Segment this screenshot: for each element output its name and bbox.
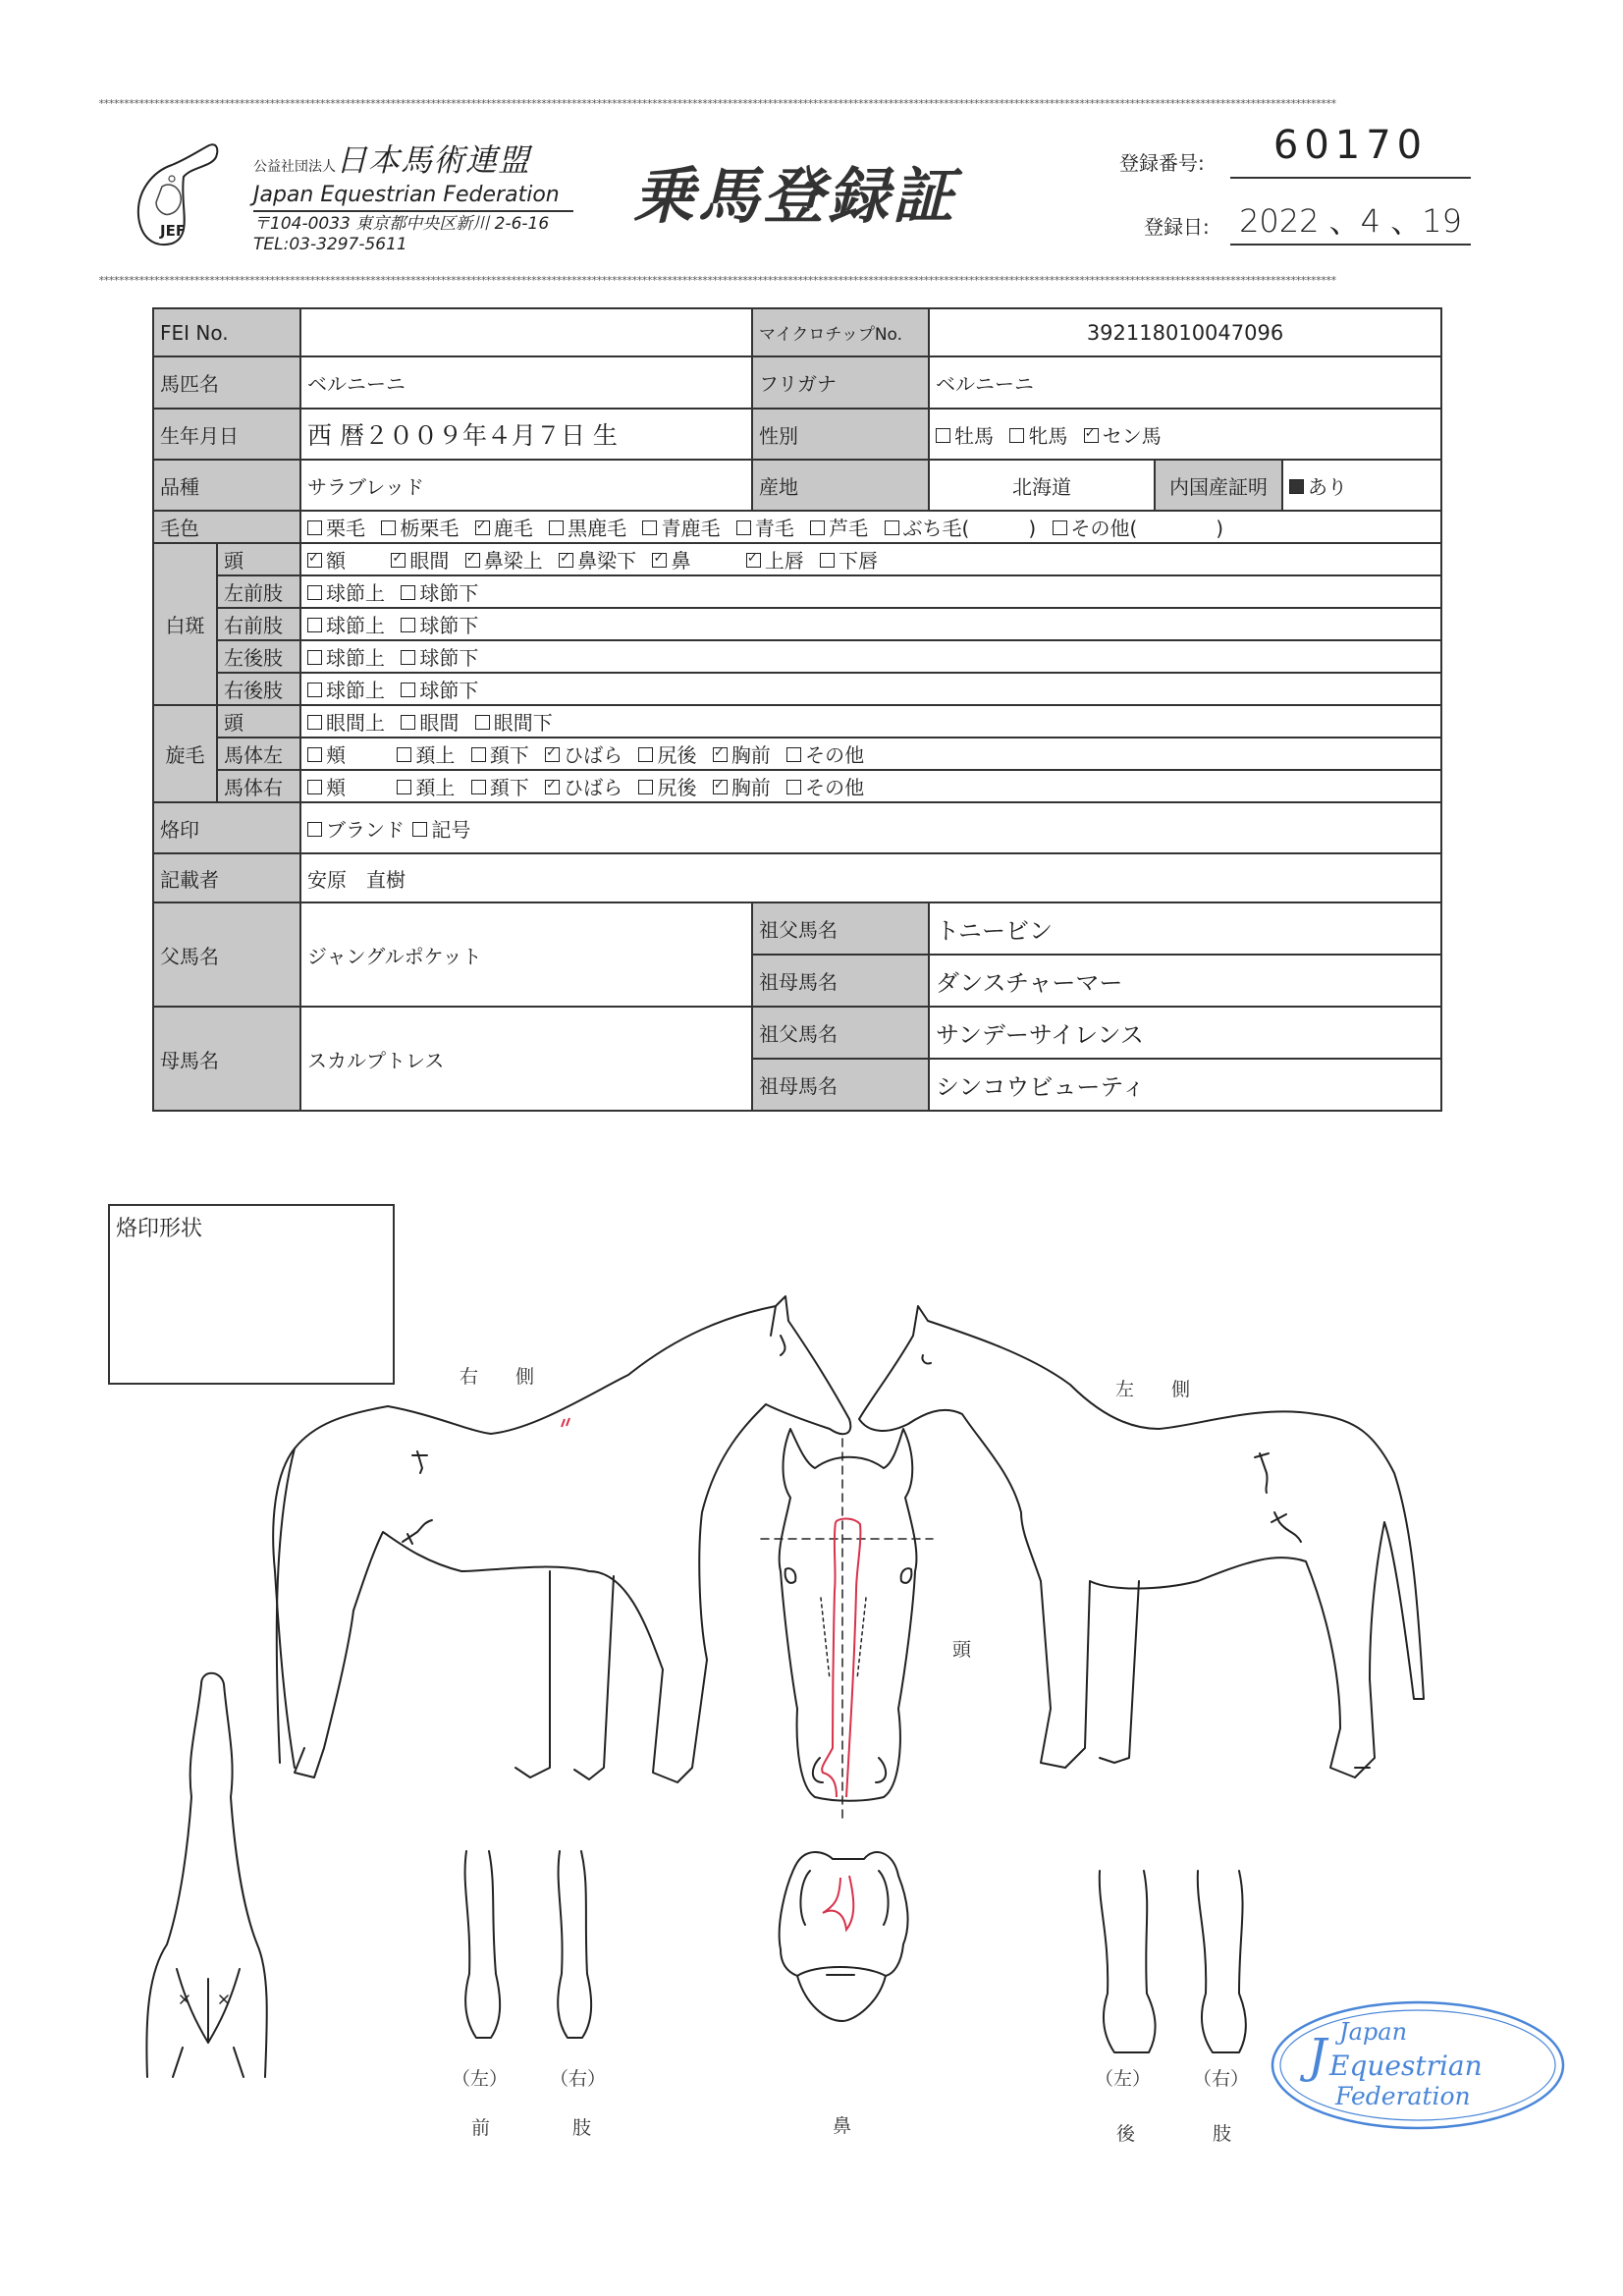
dam-grandsire-label: 祖父馬名	[752, 1007, 929, 1059]
coat-option[interactable]: 芦毛	[810, 513, 868, 541]
org-tel: TEL:03-3297-5611	[253, 235, 407, 254]
whorl-option[interactable]: その他	[786, 739, 864, 768]
white-markings-label: 白斑	[153, 543, 217, 705]
marking-option[interactable]: 球節上	[307, 610, 385, 638]
sex-label: 性別	[752, 409, 929, 460]
marking-option[interactable]: ✓ 鼻	[652, 545, 690, 574]
coat-label: 毛色	[153, 511, 300, 543]
whorls-label: 旋毛	[153, 705, 217, 802]
dam-granddam-label: 祖母馬名	[752, 1059, 929, 1111]
org-prefix: 公益社団法人	[253, 159, 336, 175]
white-marking-part: 右後肢	[217, 673, 300, 705]
fore-right-label: （右）	[550, 2068, 607, 2090]
domestic-cert-label: 内国産証明	[1155, 460, 1282, 511]
microchip-value: 392118010047096	[929, 308, 1441, 356]
sire-granddam-value: ダンスチャーマー	[929, 955, 1441, 1007]
sire-value: ジャングルポケット	[300, 902, 752, 1007]
sex-option-mare[interactable]: 牝馬	[1009, 420, 1067, 449]
sire-granddam-label: 祖母馬名	[752, 955, 929, 1007]
sire-grandsire-label: 祖父馬名	[752, 902, 929, 955]
whorl-option[interactable]: 頬	[307, 772, 346, 800]
domestic-cert-value[interactable]: あり	[1282, 460, 1441, 511]
marking-option[interactable]: ✓ 額	[307, 545, 346, 574]
whorl-option[interactable]: ✓ ひばら	[545, 772, 622, 800]
brand-label: 烙印	[153, 802, 300, 853]
coat-option[interactable]: その他( )	[1053, 513, 1224, 541]
coat-option[interactable]: 栗毛	[307, 513, 365, 541]
dam-grandsire-value: サンデーサイレンス	[929, 1007, 1441, 1059]
whorl-option[interactable]: 尻後	[638, 772, 696, 800]
svg-text:JEF: JEF	[160, 222, 187, 240]
registration-number: 60170	[1230, 123, 1471, 179]
whorl-option[interactable]: 頚上	[397, 739, 455, 768]
hind-label-1: 後	[1116, 2123, 1136, 2145]
hind-right-label: （右）	[1193, 2068, 1250, 2090]
coat-option[interactable]: 栃栗毛	[381, 513, 459, 541]
registration-date: 2022 、4 、19	[1230, 196, 1471, 246]
breed-value: サラブレッド	[300, 460, 752, 511]
furigana-label: フリガナ	[752, 356, 929, 409]
registration-date-label: 登録日:	[1144, 215, 1210, 239]
whorl-option[interactable]: 頬	[307, 739, 346, 768]
whorl-option[interactable]: ✓ 胸前	[713, 739, 771, 768]
marking-option[interactable]: 球節上	[307, 577, 385, 606]
whorl-option[interactable]: 頚上	[397, 772, 455, 800]
brand-option[interactable]: ブランド	[307, 814, 405, 843]
coat-option[interactable]: 黒鹿毛	[549, 513, 626, 541]
microchip-label: マイクロチップNo.	[752, 308, 929, 356]
recorder-value: 安原 直樹	[300, 853, 1441, 902]
head-label: 頭	[952, 1639, 972, 1661]
whorl-option[interactable]: 頚下	[471, 739, 529, 768]
fore-label-1: 前	[471, 2117, 491, 2139]
svg-text:J: J	[1308, 2029, 1327, 2084]
marking-option[interactable]: 球節下	[401, 577, 478, 606]
whorl-option[interactable]: ✓ 胸前	[713, 772, 771, 800]
whorl-part: 頭	[217, 705, 300, 738]
marking-option[interactable]: 球節下	[401, 642, 478, 671]
dam-value: スカルプトレス	[300, 1007, 752, 1111]
brand-shape-label: 烙印形状	[116, 1217, 203, 1241]
fore-label-2: 肢	[572, 2117, 592, 2139]
marking-option[interactable]: 球節下	[401, 675, 478, 703]
sex-option-gelding[interactable]: ✓ セン馬	[1084, 420, 1162, 449]
white-marking-part: 左後肢	[217, 640, 300, 673]
nose-label: 鼻	[833, 2115, 852, 2137]
origin-label: 産地	[752, 460, 929, 511]
marking-option[interactable]: ✓ 上唇	[746, 545, 804, 574]
furigana-value: ベルニーニ	[929, 356, 1441, 409]
top-border-asterisks: ******************************************************************************************************************************************************************************************************************************************************	[98, 98, 1336, 110]
whorl-part: 馬体左	[217, 738, 300, 770]
org-address: 〒104-0033 東京都中央区新川 2-6-16	[253, 214, 550, 234]
marking-option[interactable]: 下唇	[820, 545, 878, 574]
left-side-label: 左 側	[1115, 1379, 1191, 1400]
coat-option[interactable]: ✓ 鹿毛	[475, 513, 533, 541]
marking-option[interactable]: 球節上	[307, 642, 385, 671]
header-divider-asterisks: ******************************************************************************************************************************************************************************************************************************************************	[98, 275, 1336, 287]
whorl-option[interactable]: 頚下	[471, 772, 529, 800]
white-marking-part: 左前肢	[217, 575, 300, 608]
marking-option[interactable]: ✓ 鼻梁上	[465, 545, 543, 574]
whorl-part: 馬体右	[217, 770, 300, 802]
whorl-option[interactable]: その他	[786, 772, 864, 800]
hind-left-label: （左）	[1095, 2068, 1152, 2090]
whorl-option[interactable]: ✓ ひばら	[545, 739, 622, 768]
white-marking-part: 右前肢	[217, 608, 300, 640]
svg-text:Equestrian: Equestrian	[1329, 2050, 1483, 2082]
dam-label: 母馬名	[153, 1007, 300, 1111]
coat-option[interactable]: 青毛	[736, 513, 794, 541]
org-name-en: Japan Equestrian Federation	[253, 183, 560, 207]
fore-left-label: （左）	[452, 2068, 509, 2090]
breed-label: 品種	[153, 460, 300, 511]
whorl-option[interactable]: 眼間	[401, 707, 459, 736]
marking-option[interactable]: 球節上	[307, 675, 385, 703]
svg-text:Federation: Federation	[1335, 2082, 1471, 2110]
marking-option[interactable]: ✓ 鼻梁下	[559, 545, 636, 574]
fei-no-label: FEI No.	[153, 308, 300, 356]
sex-option-stallion[interactable]: 牡馬	[936, 420, 994, 449]
whorl-option[interactable]: 尻後	[638, 739, 696, 768]
right-side-label: 右 側	[460, 1366, 535, 1388]
recorder-label: 記載者	[153, 853, 300, 902]
coat-option[interactable]: ぶち毛( )	[885, 513, 1037, 541]
hind-label-2: 肢	[1213, 2123, 1232, 2145]
federation-stamp-icon	[1269, 1998, 1568, 2131]
document-title: 乗馬登録証	[633, 160, 958, 232]
dam-granddam-value: シンコウビューティ	[929, 1059, 1441, 1111]
white-marking-part: 頭	[217, 543, 300, 575]
org-name-jp: 日本馬術連盟	[336, 141, 531, 179]
whorl-option[interactable]: 眼間下	[475, 707, 553, 736]
brand-option[interactable]: 記号	[412, 814, 470, 843]
horse-name-label: 馬匹名	[153, 356, 300, 409]
svg-text:Japan: Japan	[1339, 2018, 1408, 2046]
whorl-option[interactable]: 眼間上	[307, 707, 385, 736]
sire-grandsire-value: トニービン	[929, 902, 1441, 955]
coat-option[interactable]: 青鹿毛	[642, 513, 720, 541]
registration-number-label: 登録番号:	[1119, 151, 1205, 175]
birthdate-value: 西 暦２００９年４月７日 生	[300, 409, 752, 460]
marking-option[interactable]: ✓ 眼間	[391, 545, 449, 574]
birthdate-label: 生年月日	[153, 409, 300, 460]
origin-value: 北海道	[929, 460, 1155, 511]
horse-name-value: ベルニーニ	[300, 356, 752, 409]
sire-label: 父馬名	[153, 902, 300, 1007]
marking-option[interactable]: 球節下	[401, 610, 478, 638]
